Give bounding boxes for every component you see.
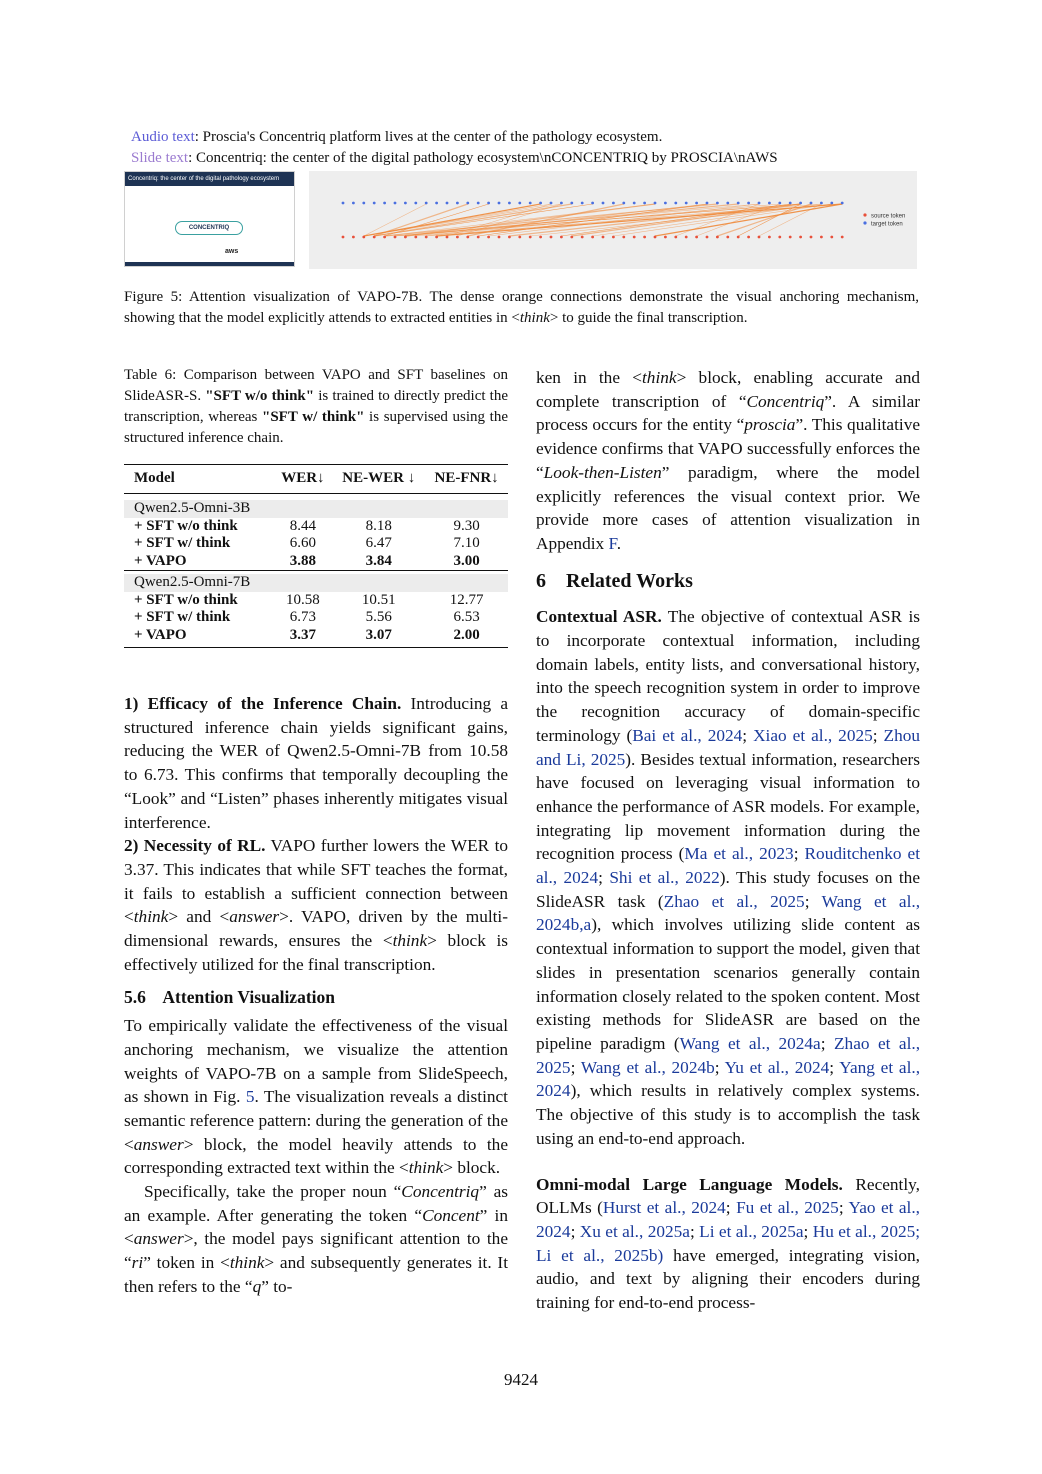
target-token-dot	[394, 202, 397, 205]
table-row: + SFT w/o think 8.44 8.18 9.30	[134, 517, 480, 534]
attention-line	[437, 204, 843, 236]
source-token-dot	[716, 236, 719, 239]
paragraph-contextual-asr: Contextual ASR. The objective of contextual ASR is to incorporate contextual information, including domain labels, entity lists, and conversational history, into the speech recognition system in order to improve the recognition accuracy of domain-specific terminology (Bai et al., 2024; Xiao et al., 2025; Zhou and Li, 2025). Besides textual information, researchers have focused on leveraging visual information to enhance the performance of ASR models. For example, integrating lip movement information during the recognition process (Ma et al., 2023; Rouditchenko et al., 2024; Shi et al., 2022). This study focuses on the SlideASR task (Zhao et al., 2025; Wang et al., 2024b,a), which involves utilizing slide content as contextual information to support the model, given that slides in presentation scenarios generally contain information closely related to the spoken content. Most existing methods for SlideASR are based on the pipeline paradigm (Wang et al., 2024a; Zhao et al., 2025; Wang et al., 2024b; Yu et al., 2024; Yang et al., 2024), which results in relatively complex systems. The objective of this study is to accomplish the task using an end-to-end approach.	[536, 607, 921, 1148]
target-token-dot	[820, 202, 823, 205]
citation-link[interactable]: Hu et al., 2025; Li et al., 2025b)	[536, 1221, 921, 1265]
target-token-dot	[414, 202, 417, 205]
source-token-dot	[820, 236, 823, 239]
attention-lines	[364, 204, 842, 236]
source-token-dot	[425, 236, 428, 239]
source-token-dot	[581, 236, 584, 239]
target-token-dot	[685, 202, 688, 205]
slide-thumbnail	[124, 171, 295, 267]
target-token-dot	[716, 202, 719, 205]
source-token-dot	[383, 236, 386, 239]
paragraph-continued: ken in the <think> block, enabling accurate and complete transcription of “Concentriq”. A similar process occurs for the entity “proscia”. This qualitative evidence confirms that VAPO successfully enforces the “Look-then-Listen” paradigm, where the model explicitly references the visual context prior. We provide more cases of attention visualization in Appendix F.	[536, 368, 921, 553]
paragraph-necessity-rl: 2) Necessity of RL. VAPO further lowers the WER to 3.37. This indicates that while SFT teaches the format, it fails to establish a sufficient connection between <think> and <answer>. VAPO, driven by the multi-dimensional rewards, ensures the <think> block is effectively utilized for the final transcription.	[124, 836, 509, 974]
target-token-dot	[352, 202, 355, 205]
source-token-dot	[602, 236, 605, 239]
source-token-dot	[487, 236, 490, 239]
source-token-dot	[737, 236, 740, 239]
source-token-dot	[789, 236, 792, 239]
source-token-dot	[664, 236, 667, 239]
audio-text-content: : Proscia's Concentriq platform lives at the center of the pathology ecosystem.	[194, 129, 663, 145]
header-model: Model	[124, 465, 273, 494]
attention-line	[426, 204, 707, 236]
citation-link[interactable]: Wang et al., 2024a	[679, 1033, 821, 1053]
target-token-dot	[799, 202, 802, 205]
target-token-dot	[830, 202, 833, 205]
source-token-dot	[841, 236, 844, 239]
citation-link[interactable]: Li et al., 2025a	[699, 1221, 804, 1241]
target-token-dot	[456, 202, 459, 205]
source-token-dot	[695, 236, 698, 239]
target-token-dot	[758, 202, 761, 205]
source-token-dot	[674, 236, 677, 239]
slide-text-content: : Concentriq: the center of the digital pathology ecosystem\nCONCENTRIQ by PROSCIA\nAWS	[188, 150, 778, 166]
citation-link[interactable]: Zhao et al., 2025	[536, 1033, 921, 1077]
citation-link[interactable]: Yao et al., 2024	[536, 1198, 921, 1241]
page-number: 9424	[504, 1370, 538, 1389]
source-token-dot	[810, 236, 813, 239]
target-token-dot	[446, 202, 449, 205]
citation-link[interactable]: Wang et al., 2024b	[580, 1057, 715, 1077]
table-group-row: Qwen2.5-Omni-3B	[124, 500, 508, 518]
aws-logo: aws	[225, 248, 239, 255]
source-token-dot	[591, 236, 594, 239]
section-heading-attention: 5.6 Attention Visualization	[124, 987, 335, 1008]
target-token-dot	[810, 202, 813, 205]
target-token-dot	[362, 202, 365, 205]
source-token-dot	[466, 236, 469, 239]
paragraph-concentriq: Specifically, take the proper noun “Concentriq” as an example. After generating the token “Concent” in <answer>, the model pays significant attention to the “ri” token in <think> and subsequently generates it. It then refers to the “q” to-	[124, 1182, 508, 1296]
citation-link[interactable]: Bai et al., 2024	[632, 725, 743, 745]
target-token-dot	[435, 202, 438, 205]
source-token-dot	[518, 236, 521, 239]
target-token-dot	[539, 202, 542, 205]
target-token-dot	[706, 202, 709, 205]
header-ne-fnr: NE-FNR↓	[425, 465, 508, 494]
table-row: + SFT w/ think 6.60 6.47 7.10	[134, 535, 480, 551]
source-token-dot	[446, 236, 449, 239]
source-token-dot	[654, 236, 657, 239]
source-token-dot	[414, 236, 417, 239]
source-token-dot	[508, 236, 511, 239]
target-token-dot	[622, 202, 625, 205]
paragraph-inference-chain: 1) Efficacy of the Inference Chain. Introducing a structured inference chain yields significant gains, reducing the WER of Qwen2.5-Omni-7B from 10.58 to 6.73. This confirms that temporally decoupling the “Look” and “Listen” phases inherently mitigates visual interference.	[124, 694, 509, 832]
target-token-dot	[373, 202, 376, 205]
target-token-dot	[477, 202, 480, 205]
citation-link[interactable]: Xu et al., 2025a	[579, 1221, 690, 1241]
target-token-dot	[404, 202, 407, 205]
header-wer: WER↓	[273, 465, 332, 494]
citation-link[interactable]: Shi et al., 2022	[609, 868, 720, 888]
audio-text-label: Audio text	[131, 129, 195, 145]
source-token-dot	[799, 236, 802, 239]
table-row: + VAPO 3.88 3.84 3.00	[134, 552, 480, 569]
legend-source-dot	[863, 213, 866, 216]
target-token-dot	[550, 202, 553, 205]
target-token-dot	[768, 202, 771, 205]
target-token-dot	[518, 202, 521, 205]
slide-thumbnail-footer	[125, 262, 294, 266]
target-token-dot	[581, 202, 584, 205]
target-token-dot	[602, 202, 605, 205]
source-token-dot	[612, 236, 615, 239]
legend-source-label: source token	[871, 213, 906, 220]
citation-link[interactable]: Wang et al., 2024b,a	[536, 891, 921, 935]
target-token-dot	[778, 202, 781, 205]
target-token-dot	[633, 202, 636, 205]
target-token-dot	[560, 202, 563, 205]
figure-text-block	[131, 127, 931, 169]
source-token-dot	[685, 236, 688, 239]
citation-link[interactable]: Hurst et al., 2024	[602, 1198, 726, 1218]
paragraph-attention: To empirically validate the effectiveness of the visual anchoring mechanism, we visualize the attention weights of VAPO-7B on a sample from SlideSpeech, as shown in Fig. 5. The visualization reveals a distinct semantic reference pattern: during the generation of the <answer> block, the model heavily attends to the corresponding extracted text within the <think> block.	[124, 1016, 508, 1178]
table-row: + SFT w/ think 6.73 5.56 6.53	[134, 609, 480, 625]
results-table	[124, 464, 508, 648]
target-token-dot	[383, 202, 386, 205]
target-token-dot	[789, 202, 792, 205]
citation-link[interactable]: Yang et al., 2024	[536, 1057, 921, 1101]
source-token-dot	[633, 236, 636, 239]
target-token-dot	[570, 202, 573, 205]
source-token-dot	[726, 236, 729, 239]
slide-text-line	[131, 148, 931, 169]
citation-link[interactable]: Rouditchenko et al., 2024	[536, 844, 920, 888]
target-token-dot	[529, 202, 532, 205]
source-token-dot	[778, 236, 781, 239]
target-token-dot	[841, 202, 844, 205]
appendix-ref-link[interactable]: F	[608, 533, 617, 553]
target-token-dot	[643, 202, 646, 205]
source-token-dot	[394, 236, 397, 239]
citation-link[interactable]: Zhao et al., 2025	[663, 891, 805, 911]
concentriq-logo: CONCENTRIQ	[175, 221, 243, 235]
target-token-dot	[425, 202, 428, 205]
left-column-text	[124, 692, 508, 1299]
source-token-dot	[456, 236, 459, 239]
target-token-dot	[591, 202, 594, 205]
header-ne-wer: NE-WER ↓	[332, 465, 425, 494]
slide-text-label: Slide text	[131, 150, 189, 166]
citation-link[interactable]: Zhou and Li, 2025	[536, 725, 921, 769]
figure-caption: Figure 5: Attention visualization of VAPO-7B. The dense orange connections demonstrate the visual anchoring mechanism, showing that the model explicitly attends to extracted entities in <think> to guide the final transcription.	[124, 289, 919, 326]
figure-ref-link[interactable]: 5	[245, 1087, 255, 1107]
source-token-dot	[560, 236, 563, 239]
target-token-dot	[342, 202, 345, 205]
source-token-dot	[570, 236, 573, 239]
source-token-dot	[529, 236, 532, 239]
source-token-dot	[498, 236, 501, 239]
source-token-dot	[362, 236, 365, 239]
source-token-dot	[477, 236, 480, 239]
source-token-dot	[622, 236, 625, 239]
target-token-dot	[487, 202, 490, 205]
target-token-dot	[737, 202, 740, 205]
paragraph-omni-modal: Omni-modal Large Language Models. Recently, OLLMs (Hurst et al., 2024; Fu et al., 2025; Yao et al., 2024; Xu et al., 2025a; Li et al., 2025a; Hu et al., 2025; Li et al., 2025b) have emerged, integrating vision, audio, and text by aligning their encoders during training for end-to-end process-	[536, 1174, 921, 1313]
legend-target-dot	[863, 221, 866, 224]
table-row: + SFT w/o think 10.58 10.51 12.77	[134, 591, 484, 608]
attention-visualization	[309, 171, 917, 269]
source-token-dot	[435, 236, 438, 239]
table-group-row: Qwen2.5-Omni-7B	[124, 574, 508, 592]
source-token-dot	[550, 236, 553, 239]
source-token-dot	[404, 236, 407, 239]
target-token-dot	[674, 202, 677, 205]
audio-text-line	[131, 127, 931, 148]
target-token-dot	[664, 202, 667, 205]
citation-link[interactable]: Fu et al., 2025	[736, 1198, 839, 1218]
citation-link[interactable]: Xiao et al., 2025	[753, 725, 873, 745]
table-caption: Table 6: Comparison between VAPO and SFT baselines on SlideASR-S. "SFT w/o think" is trained to directly predict the transcription, whereas "SFT w/ think" is supervised using the structured inference chain.	[124, 367, 508, 446]
target-token-dot	[726, 202, 729, 205]
table-row: + VAPO 3.37 3.07 2.00	[124, 627, 508, 648]
target-token-dot	[747, 202, 750, 205]
target-token-dot	[498, 202, 501, 205]
slide-thumbnail-title: Concentriq: the center of the digital pathology ecosystem	[125, 172, 294, 186]
attention-legend	[863, 213, 905, 227]
source-token-dot	[373, 236, 376, 239]
source-token-dot	[643, 236, 646, 239]
target-token-dot	[695, 202, 698, 205]
source-token-dot	[747, 236, 750, 239]
source-token-dot	[352, 236, 355, 239]
source-token-dot	[706, 236, 709, 239]
section-heading-related-works: 6 Related Works	[536, 569, 693, 592]
target-token-dot	[466, 202, 469, 205]
citation-link[interactable]: Ma et al., 2023	[684, 844, 794, 864]
source-token-dot	[768, 236, 771, 239]
source-token-dot	[758, 236, 761, 239]
target-token-dot	[654, 202, 657, 205]
right-column-text	[536, 366, 920, 1315]
target-token-dot	[508, 202, 511, 205]
table-header-row	[124, 465, 508, 494]
target-token-dot	[612, 202, 615, 205]
legend-target-label: target token	[871, 221, 903, 228]
source-token-dot	[342, 236, 345, 239]
citation-link[interactable]: Yu et al., 2024	[724, 1057, 830, 1077]
source-token-dot	[539, 236, 542, 239]
source-token-dot	[830, 236, 833, 239]
